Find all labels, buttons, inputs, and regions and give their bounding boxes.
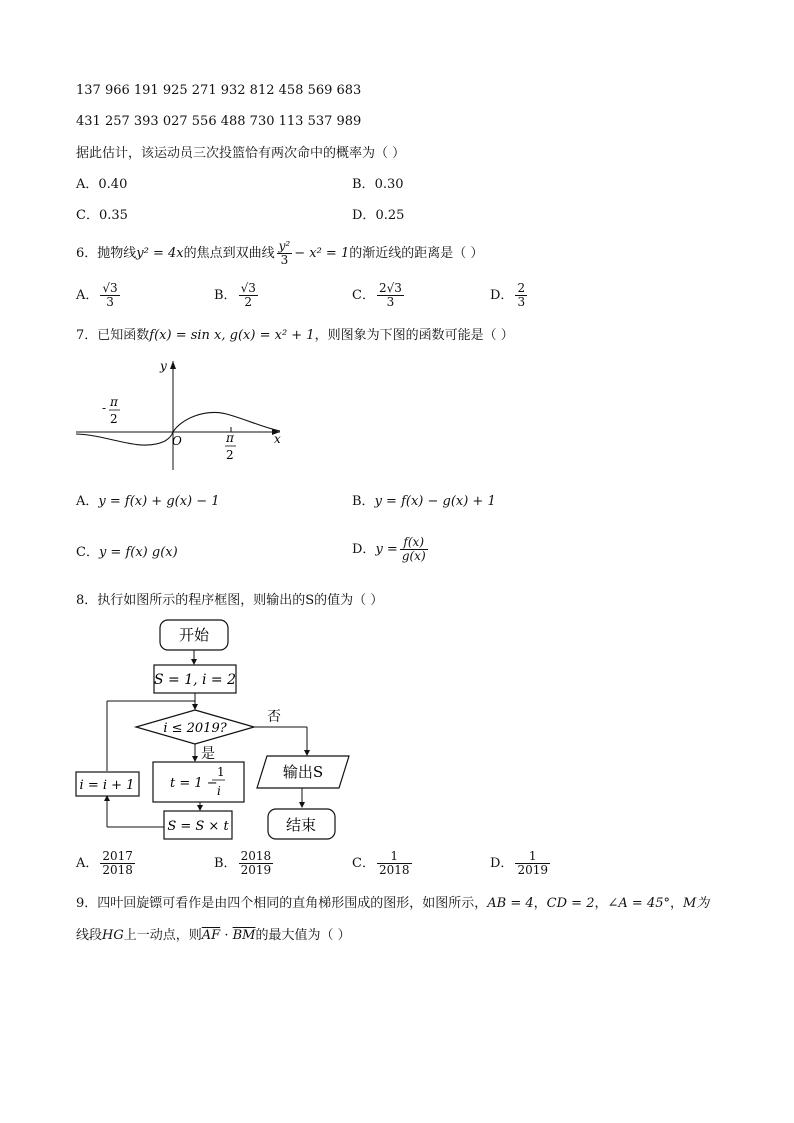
- q6-option-a: A． $\frac{√3}{3}$: [76, 281, 118, 309]
- flow-multiply: S = S × t: [167, 819, 229, 834]
- q9-line-2: 线段HG上一动点，则$\overline{AF} \cdot \overline{BM}$的最大值为（ ）: [76, 928, 351, 943]
- flow-no: 否: [267, 709, 281, 725]
- flow-yes: 是: [201, 746, 215, 762]
- q8-stem: 8．执行如图所示的程序框图，则输出的S的值为（ ）: [76, 593, 384, 608]
- q7-option-a: A．y = f(x) + g(x) − 1: [76, 494, 220, 509]
- pos-den: 2: [226, 448, 234, 462]
- neg-sign: -: [102, 401, 107, 415]
- q8-option-a: A． $\frac{2017}{2018}$: [76, 849, 133, 877]
- q9-line-1: 9．四叶回旋镖可看作是由四个相同的直角梯形围成的图形，如图所示，AB = 4，CD = 2，∠A = 45°，M为: [76, 896, 710, 911]
- flow-calc-left: t = 1 −: [170, 776, 218, 791]
- flowchart: [70, 615, 370, 845]
- flow-condition: i ≤ 2019?: [163, 721, 227, 736]
- neg-pi: π: [110, 395, 118, 409]
- q6-stem: 6．抛物线y² = 4x的焦点到双曲线 $\frac{\text{y²}}{3}$ − x² = 1的渐近线的距离是（ ）: [76, 239, 484, 267]
- function-graph: [70, 355, 300, 470]
- q7-option-d: D．y = $\frac{f(x)}{g(x)}$: [352, 535, 426, 563]
- pos-pi: π: [226, 431, 234, 445]
- q8-option-b: B． $\frac{2018}{2019}$: [214, 849, 272, 877]
- x-axis-label: x: [274, 432, 281, 446]
- q7-stem: 7．已知函数f(x) = sin x, g(x) = x² + 1，则图象为下图的函数可能是（ ）: [76, 328, 514, 343]
- q6-option-c: C． $\frac{2√3}{3}$: [352, 281, 402, 309]
- y-axis-label: y: [160, 359, 167, 373]
- q5-stem: 据此估计，该运动员三次投篮恰有两次命中的概率为（ ）: [76, 146, 406, 161]
- q7-option-c: C．y = f(x) g(x): [76, 545, 178, 560]
- random-row-2: 431 257 393 027 556 488 730 113 537 989: [76, 114, 362, 129]
- q6-option-d: D． $\frac{2}{3}$: [490, 281, 526, 309]
- flow-calc-num: 1: [217, 765, 225, 779]
- flow-end: 结束: [285, 816, 317, 834]
- q5-option-d: D．0.25: [352, 208, 405, 223]
- q8-option-c: C． $\frac{1}{2018}$: [352, 849, 410, 877]
- flow-calc-den: i: [217, 784, 221, 798]
- flow-output: 输出S: [282, 763, 324, 781]
- origin-label: O: [172, 434, 182, 448]
- flow-increment: i = i + 1: [79, 778, 135, 793]
- q8-option-d: D． $\frac{1}{2019}$: [490, 849, 548, 877]
- q7-option-b: B．y = f(x) − g(x) + 1: [352, 494, 496, 509]
- flow-init: S = 1, i = 2: [153, 672, 237, 688]
- q5-option-b: B．0.30: [352, 177, 404, 192]
- random-row-1: 137 966 191 925 271 932 812 458 569 683: [76, 83, 362, 98]
- flow-start: 开始: [178, 626, 210, 644]
- q5-option-c: C．0.35: [76, 208, 128, 223]
- neg-den: 2: [110, 412, 118, 426]
- q6-option-b: B． $\frac{√3}{2}$: [214, 281, 256, 309]
- q5-option-a: A．0.40: [76, 177, 128, 192]
